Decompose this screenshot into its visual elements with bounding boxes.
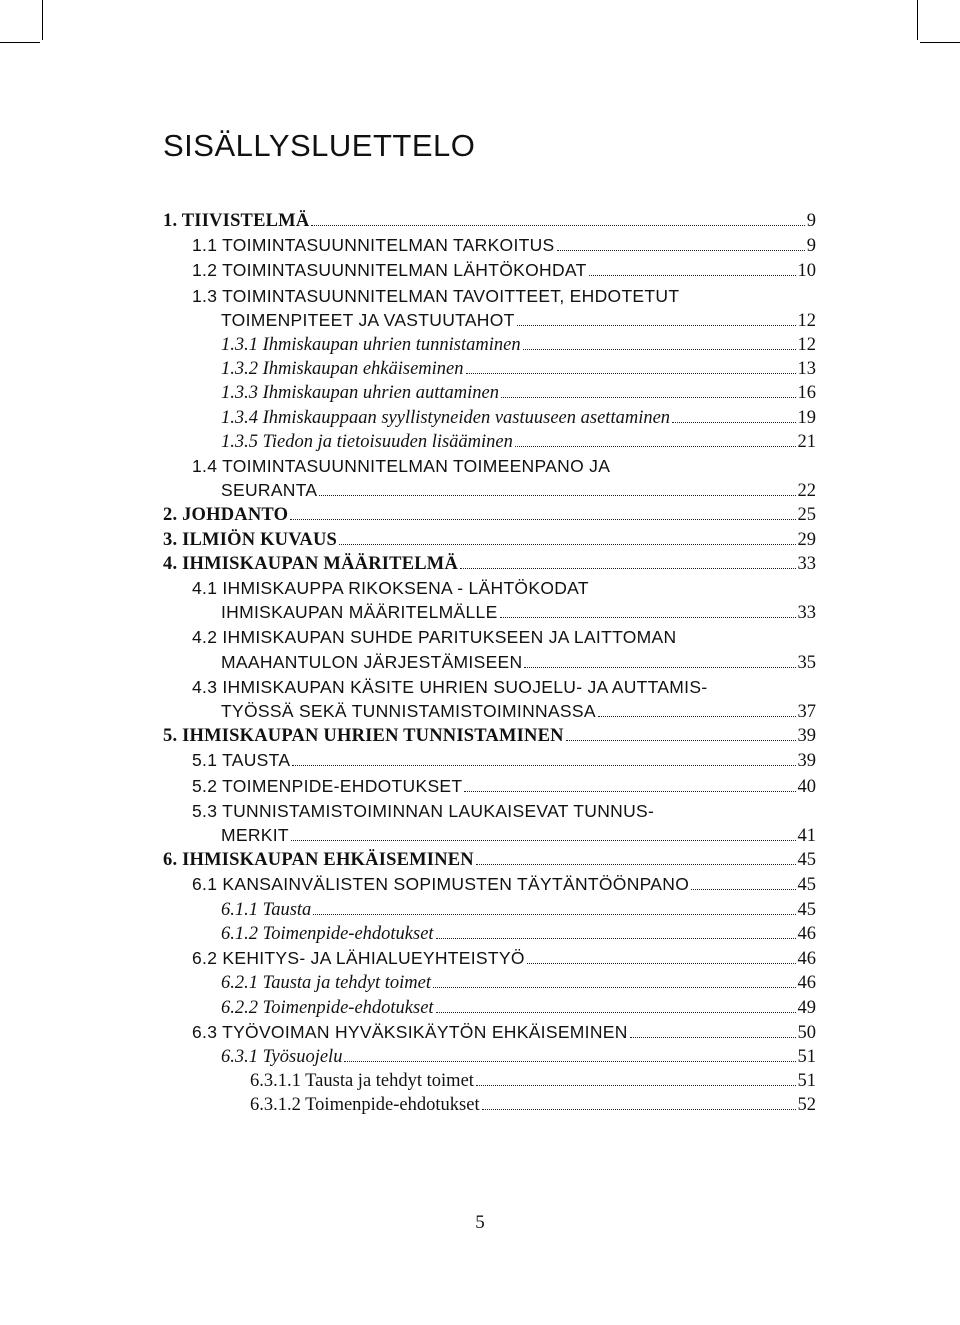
toc-entry [163,724,816,748]
toc-entry-title: 6.3.1.2 Toimenpide-ehdotukset [250,1095,480,1116]
toc-entry-page: 50 [797,1022,816,1043]
dot-leader [527,963,796,964]
toc-entry [163,454,816,503]
toc-entry-title: 1.1 TOIMINTASUUNNITELMAN TARKOITUS [192,235,555,256]
toc-entry-title: 2. JOHDANTO [163,505,289,526]
crop-mark-top-left-h [0,42,40,43]
dot-leader [436,938,796,939]
toc-entry [163,675,816,724]
toc-entry-title: 6.3.1 Työsuojelu [221,1046,343,1067]
toc-entry-page: 46 [797,949,816,970]
toc-entry-page: 16 [797,383,816,404]
toc-entry-page: 21 [797,431,816,452]
dot-leader [501,397,796,398]
toc-entry [163,406,816,430]
toc-entry-title: 1.3.4 Ihmiskauppaan syyllistyneiden vastuuseen asettaminen [221,407,671,428]
toc-entry-page: 12 [797,310,816,331]
toc-entry [163,552,816,576]
dot-leader [515,446,796,447]
toc-entry [163,381,816,405]
toc-entry-title: 1.3.3 Ihmiskaupan uhrien auttaminen [221,383,499,404]
crop-mark-top-right [917,0,918,40]
toc-entry-title: 1.3.2 Ihmiskaupan ehkäiseminen [221,359,464,380]
toc-entry [163,258,816,283]
toc-entry-page: 33 [797,553,816,574]
toc-entry-title: MERKIT [221,825,289,846]
dot-leader [630,1037,796,1038]
toc-entry [163,848,816,872]
toc-entry [163,528,816,552]
toc-entry [163,625,816,674]
toc-entry [163,799,816,848]
toc-entry-title: 1.3.1 Ihmiskaupan uhrien tunnistaminen [221,335,521,356]
dot-leader [476,864,796,865]
toc-entry-title: 6.1 KANSAINVÄLISTEN SOPIMUSTEN TÄYTÄNTÖÖNPANO [192,874,690,895]
dot-leader [290,519,795,520]
toc-entry-page: 9 [806,211,816,231]
dot-leader [500,617,796,618]
table-of-contents [163,209,816,1118]
toc-entry-page: 39 [797,726,816,747]
dot-leader [482,1109,796,1110]
toc-entry-title: 5.2 TOIMENPIDE-EHDOTUKSET [192,775,463,796]
toc-entry-page: 46 [797,973,816,994]
dot-leader [313,914,795,915]
toc-entry [163,503,816,527]
toc-entry-title: SEURANTA [221,480,318,501]
toc-entry-page: 49 [797,997,816,1018]
toc-entry-page: 51 [797,1071,816,1092]
toc-entry-title: 5.3 TUNNISTAMISTOIMINNAN LAUKAISEVAT TUNNUS- [192,800,655,821]
dot-leader [339,544,795,545]
dot-leader [476,1085,796,1086]
toc-entry-title: 4.1 IHMISKAUPPA RIKOKSENA - LÄHTÖKODAT [192,578,589,599]
toc-entry-title: 3. ILMIÖN KUVAUS [163,529,338,550]
toc-entry-title: MAAHANTULON JÄRJESTÄMISEEN [221,651,523,672]
crop-mark-top-right-h [920,42,960,43]
toc-entry-page: 37 [797,702,816,723]
toc-entry-title: 4.2 IHMISKAUPAN SUHDE PARITUKSEEN JA LAITTOMAN [192,627,677,648]
toc-entry-page: 46 [797,923,816,944]
toc-entry [163,1069,816,1093]
dot-leader [691,889,795,890]
dot-leader [436,1012,796,1013]
toc-entry-title: 1.2 TOIMINTASUUNNITELMAN LÄHTÖKOHDAT [192,260,587,281]
dot-leader [524,667,795,668]
toc-entry-page: 52 [797,1095,816,1116]
toc-entry-page: 19 [797,407,816,428]
toc-entry [163,430,816,454]
dot-leader [344,1061,795,1062]
toc-entry-title: IHMISKAUPAN MÄÄRITELMÄLLE [221,602,498,623]
toc-entry-title: 5.1 TAUSTA [192,750,291,771]
toc-entry-title: 5. IHMISKAUPAN UHRIEN TUNNISTAMINEN [163,726,564,747]
toc-entry [163,1093,816,1117]
page-title: SISÄLLYSLUETTELO [163,128,476,163]
toc-entry [163,748,816,773]
toc-entry-title: TOIMENPITEET JA VASTUUTAHOT [221,309,515,330]
toc-entry [163,872,816,897]
dot-leader [466,373,796,374]
toc-entry [163,996,816,1020]
dot-leader [464,791,795,792]
toc-entry-page: 9 [806,236,816,257]
toc-entry-title: 6.3 TYÖVOIMAN HYVÄKSIKÄYTÖN EHKÄISEMINEN [192,1021,628,1042]
dot-leader [291,840,796,841]
dot-leader [433,987,795,988]
dot-leader [566,740,796,741]
toc-entry-page: 12 [797,335,816,356]
toc-entry-title: 1.3.5 Tiedon ja tietoisuuden lisääminen [221,431,513,452]
toc-entry [163,1020,816,1045]
toc-entry-title: 1. TIIVISTELMÄ [163,211,310,231]
toc-entry [163,284,816,333]
toc-entry [163,774,816,799]
toc-entry [163,209,816,233]
toc-entry [163,898,816,922]
toc-entry [163,1045,816,1069]
toc-entry-title: 4.3 IHMISKAUPAN KÄSITE UHRIEN SUOJELU- JA AUTTAMIS- [192,676,708,697]
toc-entry-page: 25 [797,505,816,526]
dot-leader [672,422,795,423]
toc-entry-title: 1.3 TOIMINTASUUNNITELMAN TAVOITTEET, EHDOTETUT [192,285,680,306]
dot-leader [557,250,805,251]
dot-leader [311,225,804,226]
dot-leader [523,349,796,350]
toc-entry-page: 39 [797,751,816,772]
toc-entry-title: 4. IHMISKAUPAN MÄÄRITELMÄ [163,553,459,574]
toc-entry-title: 6.1.2 Toimenpide-ehdotukset [221,923,434,944]
dot-leader [517,325,796,326]
toc-entry-title: TYÖSSÄ SEKÄ TUNNISTAMISTOIMINNASSA [221,701,596,722]
toc-entry [163,922,816,946]
toc-entry [163,233,816,258]
page-number: 5 [475,1212,485,1233]
toc-entry [163,357,816,381]
dot-leader [589,275,796,276]
toc-entry-title: 6.3.1.1 Tausta ja tehdyt toimet [250,1071,474,1092]
crop-mark-top-left [42,0,43,40]
toc-entry-page: 10 [797,261,816,282]
toc-entry-page: 51 [797,1046,816,1067]
toc-entry [163,576,816,625]
toc-entry-page: 45 [797,850,816,871]
dot-leader [319,495,795,496]
toc-entry [163,946,816,971]
dot-leader [460,568,795,569]
dot-leader [598,716,796,717]
toc-entry-page: 45 [797,875,816,896]
toc-entry-page: 40 [797,776,816,797]
toc-entry-title: 6.2.2 Toimenpide-ehdotukset [221,997,434,1018]
dot-leader [292,765,795,766]
toc-entry [163,333,816,357]
toc-entry-title: 6.2 KEHITYS- JA LÄHIALUEYHTEISTYÖ [192,948,525,969]
toc-entry [163,971,816,995]
toc-entry-title: 1.4 TOIMINTASUUNNITELMAN TOIMEENPANO JA [192,456,611,477]
toc-entry-title: 6. IHMISKAUPAN EHKÄISEMINEN [163,850,474,871]
toc-entry-page: 41 [797,826,816,847]
toc-entry-title: 6.2.1 Tausta ja tehdyt toimet [221,973,432,994]
toc-entry-page: 29 [797,529,816,550]
toc-entry-page: 33 [797,603,816,624]
toc-entry-page: 13 [797,359,816,380]
toc-entry-page: 35 [797,652,816,673]
toc-entry-page: 22 [797,481,816,502]
toc-entry-page: 45 [797,899,816,920]
toc-entry-title: 6.1.1 Tausta [221,899,312,920]
